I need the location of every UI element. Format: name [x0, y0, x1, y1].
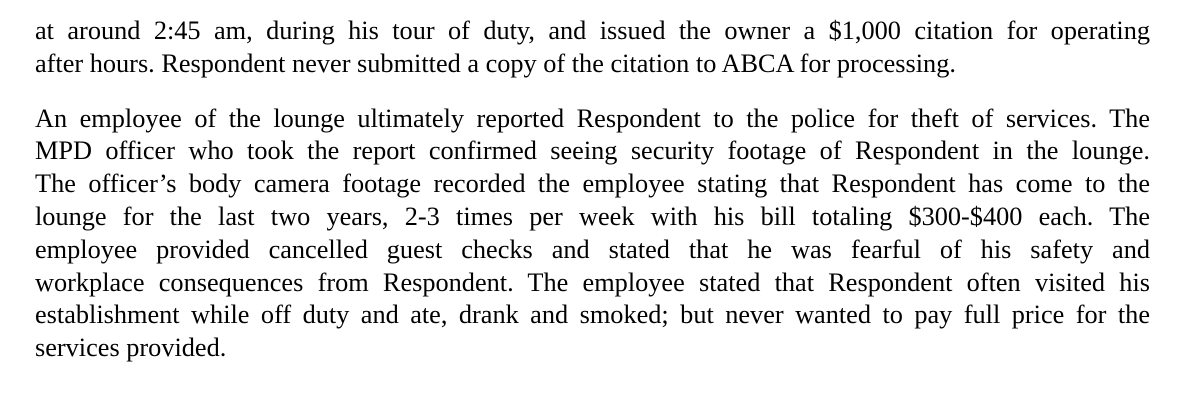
text-line: services provided.: [35, 333, 227, 363]
text-line: employee provided cancelled guest checks and stated that he was fearful of his safety and: [35, 234, 1150, 264]
paragraph-gap: [35, 81, 1150, 103]
document-body: [35, 15, 1150, 365]
text-line: workplace consequences from Respondent. The employee stated that Respondent often visited his: [35, 267, 1150, 297]
text-line: MPD officer who took the report confirmed seeing security footage of Respondent in the lounge.: [35, 136, 1150, 166]
text-line: after hours. Respondent never submitted a copy of the citation to ABCA for processing.: [35, 48, 956, 78]
text-line: An employee of the lounge ultimately reported Respondent to the police for theft of services. The: [35, 103, 1150, 133]
text-line: establishment while off duty and ate, drank and smoked; but never wanted to pay full price for the: [35, 300, 1150, 330]
paragraph-employee-report: [35, 103, 1150, 365]
paragraph-citation: [35, 15, 1150, 81]
text-line: at around 2:45 am, during his tour of duty, and issued the owner a $1,000 citation for operating: [35, 16, 1150, 45]
text-line: The officer’s body camera footage recorded the employee stating that Respondent has come to the: [35, 169, 1150, 199]
text-line: lounge for the last two years, 2-3 times per week with his bill totaling $300-$400 each. The: [35, 201, 1150, 231]
